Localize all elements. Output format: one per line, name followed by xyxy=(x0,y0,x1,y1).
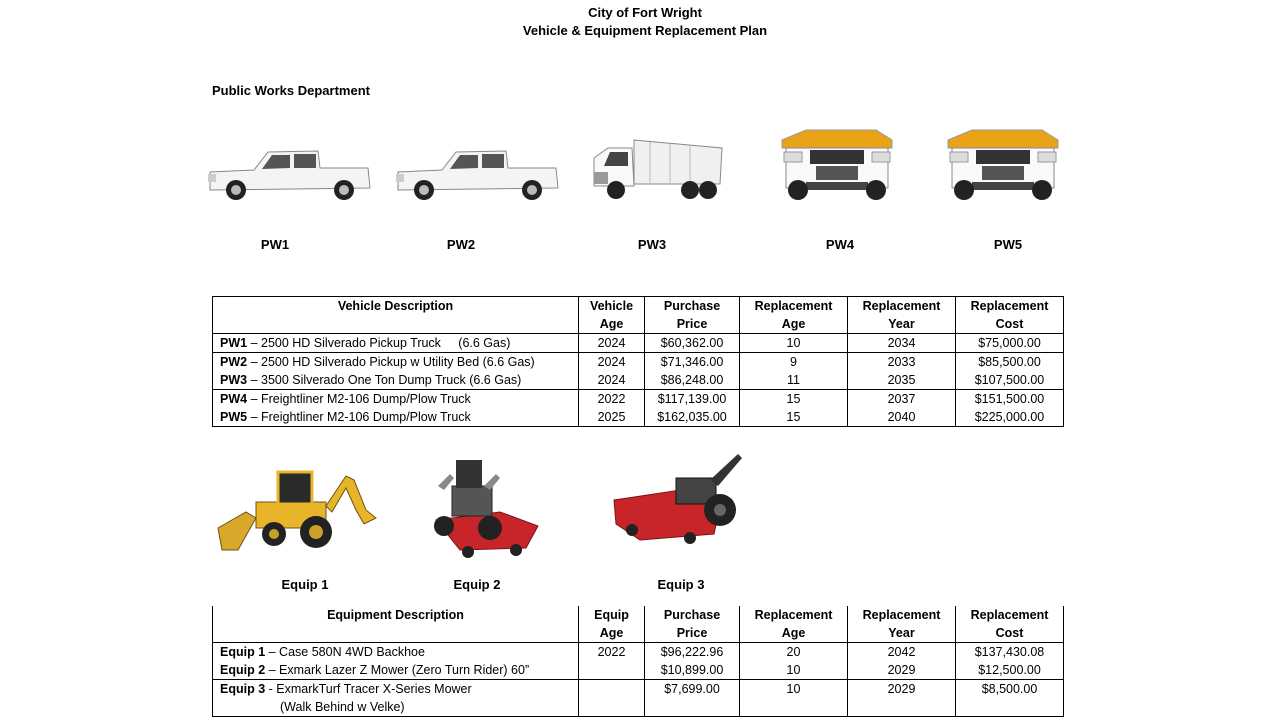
col-header-description: Vehicle Description xyxy=(213,297,579,334)
dump-truck-image-pw3 xyxy=(590,136,724,204)
vehicle-label-pw1: PW1 xyxy=(260,237,290,252)
col-header-purchase-price: Purchase Price xyxy=(645,606,740,643)
table-row: PW5 – Freightliner M2-106 Dump/Plow Truck 2025 $162,035.00 15 2040 $225,000.00 xyxy=(213,408,1064,427)
equipment-label-equip2: Equip 2 xyxy=(453,577,501,592)
equipment-label-equip1: Equip 1 xyxy=(281,577,329,592)
col-header-purchase-price: Purchase Price xyxy=(645,297,740,334)
table-row: PW2 – 2500 HD Silverado Pickup w Utility Bed (6.6 Gas) 2024 $71,346.00 9 2033 $85,500.00 xyxy=(213,353,1064,372)
equipment-table xyxy=(212,606,1064,717)
table-row: PW3 – 3500 Silverado One Ton Dump Truck (6.6 Gas) 2024 $86,248.00 11 2035 $107,500.00 xyxy=(213,371,1064,390)
zero-turn-mower-image-equip2 xyxy=(430,456,540,560)
vehicle-table xyxy=(212,296,1064,427)
pickup-truck-image-pw2 xyxy=(394,148,560,206)
page-subtitle: Vehicle & Equipment Replacement Plan xyxy=(522,23,768,38)
col-header-replacement-age: Replacement Age xyxy=(740,606,848,643)
equipment-label-equip3: Equip 3 xyxy=(657,577,705,592)
col-header-replacement-cost: Replacement Cost xyxy=(956,606,1064,643)
page-title: City of Fort Wright xyxy=(588,5,702,20)
table-row: PW1 – 2500 HD Silverado Pickup Truck (6.6 Gas) 2024 $60,362.00 10 2034 $75,000.00 xyxy=(213,334,1064,353)
table-row: Equip 1 – Case 580N 4WD Backhoe 2022 $96,222.96 20 2042 $137,430.08 xyxy=(213,643,1064,662)
table-row: Equip 3 - ExmarkTurf Tracer X-Series Mower (Walk Behind w Velke) $7,699.00 10 2029 $8,500.00 xyxy=(213,680,1064,717)
table-row: PW4 – Freightliner M2-106 Dump/Plow Truck 2022 $117,139.00 15 2037 $151,500.00 xyxy=(213,390,1064,409)
pickup-truck-image-pw1 xyxy=(206,148,372,206)
col-header-equip-age: Equip Age xyxy=(579,606,645,643)
col-header-vehicle-age: Vehicle Age xyxy=(579,297,645,334)
vehicle-label-pw3: PW3 xyxy=(637,237,667,252)
backhoe-image-equip1 xyxy=(216,466,380,556)
col-header-replacement-year: Replacement Year xyxy=(848,606,956,643)
walk-behind-mower-image-equip3 xyxy=(610,450,746,546)
department-heading: Public Works Department xyxy=(212,83,370,98)
col-header-description: Equipment Description xyxy=(213,606,579,643)
vehicle-label-pw5: PW5 xyxy=(993,237,1023,252)
vehicle-label-pw4: PW4 xyxy=(825,237,855,252)
dump-plow-truck-image-pw5 xyxy=(942,126,1064,202)
vehicle-label-pw2: PW2 xyxy=(446,237,476,252)
col-header-replacement-cost: Replacement Cost xyxy=(956,297,1064,334)
col-header-replacement-year: Replacement Year xyxy=(848,297,956,334)
dump-plow-truck-image-pw4 xyxy=(776,126,898,202)
col-header-replacement-age: Replacement Age xyxy=(740,297,848,334)
table-row: Equip 2 – Exmark Lazer Z Mower (Zero Turn Rider) 60” $10,899.00 10 2029 $12,500.00 xyxy=(213,661,1064,680)
